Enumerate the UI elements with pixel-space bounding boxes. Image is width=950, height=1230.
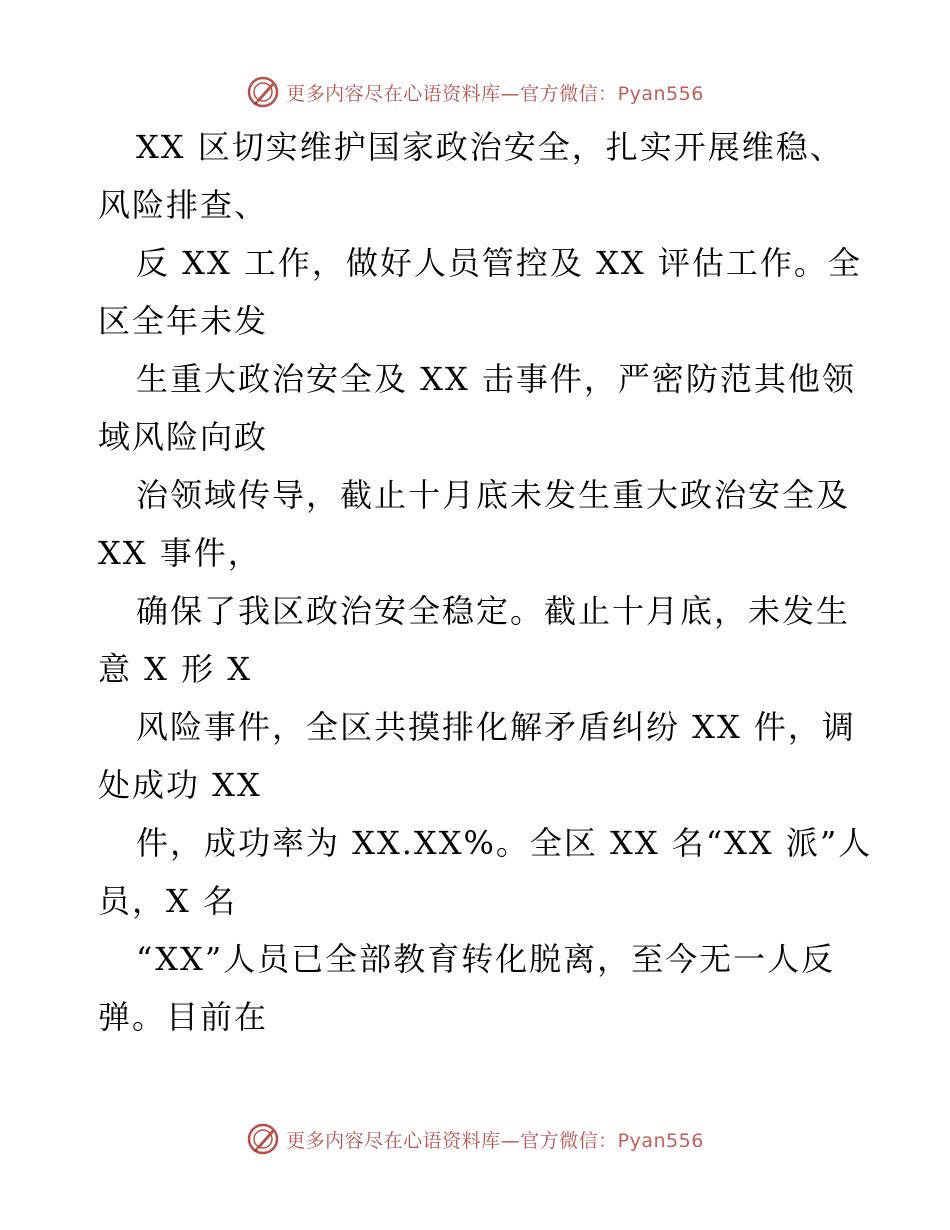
header-watermark <box>0 72 950 112</box>
text-line: 处成功 XX <box>98 766 262 804</box>
footer-watermark <box>0 1119 950 1159</box>
text-line: 员，X 名 <box>98 882 237 920</box>
text-line: 区全年未发 <box>98 302 269 340</box>
document-body <box>98 118 873 1046</box>
watermark-handle: Pyan556 <box>617 1129 704 1152</box>
text-line: 反 XX 工作，做好人员管控及 XX 评估工作。全 <box>136 244 862 282</box>
quill-pen-logo-icon <box>246 1122 280 1156</box>
quill-pen-logo-icon <box>246 75 280 109</box>
text-line: 件，成功率为 XX.XX%。全区 XX 名“XX 派”人 <box>136 824 873 862</box>
text-line: 弹。目前在 <box>98 998 269 1036</box>
watermark-text: 更多内容尽在心语资料库—官方微信：Pyan556 <box>286 1129 704 1152</box>
text-line: 治领域传导，截止十月底未发生重大政治安全及 <box>136 476 851 514</box>
text-line: 风险事件，全区共摸排化解矛盾纠纷 XX 件，调 <box>136 708 856 746</box>
watermark-handle: Pyan556 <box>617 82 704 105</box>
text-line: 风险排查、 <box>98 186 269 224</box>
text-line: XX 事件， <box>98 534 262 572</box>
text-line: XX 区切实维护国家政治安全，扎实开展维稳、 <box>136 128 844 166</box>
text-line: 域风险向政 <box>98 418 269 456</box>
text-line: 意 X 形 X <box>98 650 253 688</box>
text-line: 生重大政治安全及 XX 击事件，严密防范其他领 <box>136 360 856 398</box>
text-line: 确保了我区政治安全稳定。截止十月底，未发生 <box>136 592 851 630</box>
text-line: “XX”人员已全部教育转化脱离，至今无一人反 <box>136 940 836 978</box>
watermark-text: 更多内容尽在心语资料库—官方微信：Pyan556 <box>286 82 704 105</box>
